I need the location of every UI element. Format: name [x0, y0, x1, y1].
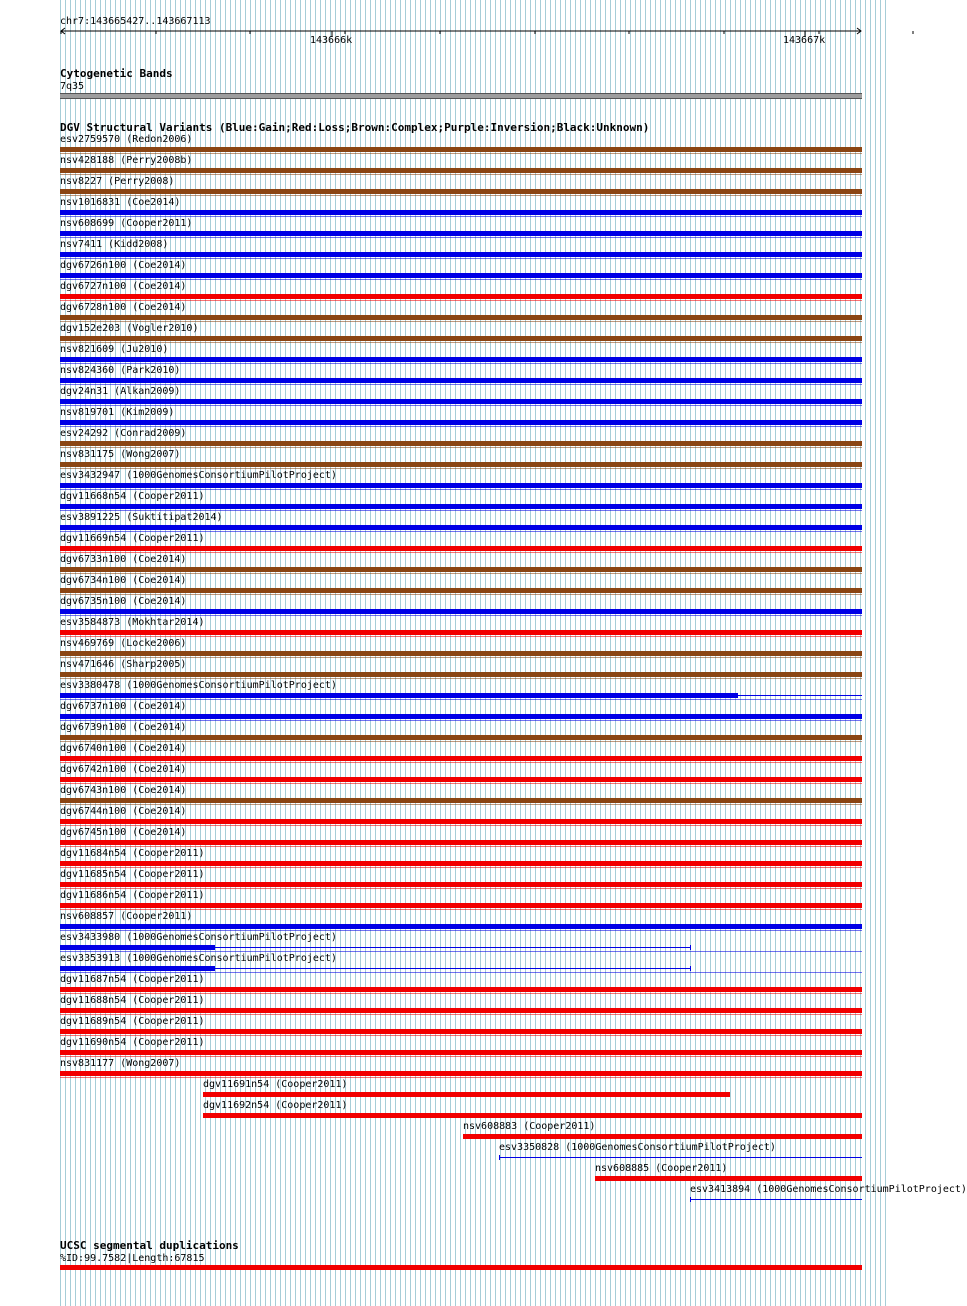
variant-label[interactable]: dgv6744n100 (Coe2014): [60, 806, 187, 817]
variant-bar[interactable]: [60, 294, 862, 299]
ruler-tick-label: 143667k: [783, 35, 826, 46]
variant-label[interactable]: esv3350828 (1000GenomesConsortiumPilotProject): [499, 1142, 776, 1153]
variant-bar[interactable]: [60, 588, 862, 593]
row-separator: [60, 951, 862, 952]
variant-label[interactable]: dgv11689n54 (Cooper2011): [60, 1016, 205, 1027]
variant-label[interactable]: esv3380478 (1000GenomesConsortiumPilotProject): [60, 680, 337, 691]
variant-label[interactable]: dgv11669n54 (Cooper2011): [60, 533, 205, 544]
variant-label[interactable]: dgv11685n54 (Cooper2011): [60, 869, 205, 880]
variant-thin-segment[interactable]: [738, 695, 862, 696]
variant-bar[interactable]: [60, 231, 862, 236]
row-separator: [60, 216, 862, 217]
variant-label[interactable]: dgv11686n54 (Cooper2011): [60, 890, 205, 901]
variant-bar[interactable]: [60, 462, 862, 467]
variant-label[interactable]: dgv6734n100 (Coe2014): [60, 575, 187, 586]
variant-bar[interactable]: [499, 1157, 862, 1158]
variant-label[interactable]: dgv152e203 (Vogler2010): [60, 323, 199, 334]
variant-bar[interactable]: [60, 630, 862, 635]
variant-label[interactable]: nsv469769 (Locke2006): [60, 638, 187, 649]
variant-label[interactable]: dgv11687n54 (Cooper2011): [60, 974, 205, 985]
variant-bar[interactable]: [60, 924, 862, 929]
variant-bar[interactable]: [60, 420, 862, 425]
dgv-track-title: DGV Structural Variants (Blue:Gain;Red:Loss;Brown:Complex;Purple:Inversion;Black:Unknown): [60, 121, 650, 134]
variant-bar[interactable]: [60, 651, 862, 656]
variant-end-tick: [690, 945, 691, 950]
row-separator: [60, 720, 862, 721]
row-separator: [60, 741, 862, 742]
variant-label[interactable]: dgv6735n100 (Coe2014): [60, 596, 187, 607]
variant-bar[interactable]: [60, 966, 215, 971]
variant-bar[interactable]: [203, 1092, 730, 1097]
cytoband-bar[interactable]: [60, 93, 862, 99]
variant-bar[interactable]: [60, 546, 862, 551]
variant-bar[interactable]: [60, 819, 862, 824]
row-separator: [60, 615, 862, 616]
row-separator: [60, 342, 862, 343]
row-separator: [60, 237, 862, 238]
variant-bar[interactable]: [60, 1008, 862, 1013]
variant-bar[interactable]: [60, 273, 862, 278]
variant-label[interactable]: nsv608857 (Cooper2011): [60, 911, 193, 922]
row-separator: [60, 1056, 862, 1057]
variant-bar[interactable]: [60, 1071, 862, 1076]
variant-label[interactable]: nsv471646 (Sharp2005): [60, 659, 187, 670]
variant-label[interactable]: dgv11688n54 (Cooper2011): [60, 995, 205, 1006]
row-separator: [60, 888, 862, 889]
row-separator: [60, 279, 862, 280]
variant-label[interactable]: esv3891225 (Suktitipat2014): [60, 512, 223, 523]
row-separator: [60, 363, 862, 364]
segdup-feature-bar[interactable]: [60, 1265, 862, 1270]
variant-label[interactable]: esv3433980 (1000GenomesConsortiumPilotProject): [60, 932, 337, 943]
variant-label[interactable]: dgv11691n54 (Cooper2011): [203, 1079, 348, 1090]
variant-bar[interactable]: [60, 504, 862, 509]
variant-label[interactable]: nsv428188 (Perry2008b): [60, 155, 193, 166]
row-separator: [60, 594, 862, 595]
variant-label[interactable]: dgv11692n54 (Cooper2011): [203, 1100, 348, 1111]
variant-thin-segment[interactable]: [215, 947, 690, 948]
row-separator: [60, 195, 862, 196]
variant-label[interactable]: esv2759570 (Redon2006): [60, 134, 193, 145]
row-separator: [60, 405, 862, 406]
variant-bar[interactable]: [60, 252, 862, 257]
row-separator: [60, 174, 862, 175]
row-separator: [60, 1014, 862, 1015]
row-separator: [60, 930, 862, 931]
variant-label[interactable]: dgv6733n100 (Coe2014): [60, 554, 187, 565]
variant-bar[interactable]: [60, 399, 862, 404]
row-separator: [60, 825, 862, 826]
row-separator: [60, 300, 862, 301]
variant-bar[interactable]: [60, 882, 862, 887]
row-separator: [60, 426, 862, 427]
variant-end-tick: [690, 966, 691, 971]
row-separator: [60, 468, 862, 469]
variant-label[interactable]: dgv6737n100 (Coe2014): [60, 701, 187, 712]
variant-bar[interactable]: [60, 798, 862, 803]
variant-bar[interactable]: [60, 315, 862, 320]
variant-bar[interactable]: [60, 609, 862, 614]
row-separator: [60, 1035, 862, 1036]
variant-label[interactable]: nsv821609 (Ju2010): [60, 344, 169, 355]
variant-label[interactable]: dgv6740n100 (Coe2014): [60, 743, 187, 754]
row-separator: [60, 447, 862, 448]
variant-label[interactable]: esv3353913 (1000GenomesConsortiumPilotProject): [60, 953, 337, 964]
variant-bar[interactable]: [60, 903, 862, 908]
variant-bar[interactable]: [595, 1176, 862, 1181]
variant-bar[interactable]: [690, 1199, 862, 1200]
row-separator: [60, 762, 862, 763]
variant-bar[interactable]: [60, 1029, 862, 1034]
variant-thin-segment[interactable]: [215, 968, 690, 969]
variant-label[interactable]: dgv6728n100 (Coe2014): [60, 302, 187, 313]
variant-bar[interactable]: [60, 840, 862, 845]
variant-label[interactable]: esv3413894 (1000GenomesConsortiumPilotProject): [690, 1184, 967, 1195]
variant-bar[interactable]: [60, 714, 862, 719]
variant-bar[interactable]: [60, 861, 862, 866]
row-separator: [60, 552, 862, 553]
variant-bar[interactable]: [203, 1113, 862, 1118]
row-separator: [60, 699, 862, 700]
variant-label[interactable]: nsv8227 (Perry2008): [60, 176, 175, 187]
row-separator: [60, 321, 862, 322]
variant-label[interactable]: dgv6739n100 (Coe2014): [60, 722, 187, 733]
variant-label[interactable]: dgv24n31 (Alkan2009): [60, 386, 181, 397]
variant-bar[interactable]: [60, 147, 862, 152]
variant-label[interactable]: nsv608699 (Cooper2011): [60, 218, 193, 229]
variant-label[interactable]: nsv831177 (Wong2007): [60, 1058, 181, 1069]
segdup-label: %ID:99.7582|Length:67815: [60, 1253, 205, 1264]
row-separator: [60, 909, 862, 910]
variant-bar[interactable]: [60, 672, 862, 677]
row-separator: [60, 657, 862, 658]
variant-bar[interactable]: [60, 945, 215, 950]
variant-label[interactable]: dgv11684n54 (Cooper2011): [60, 848, 205, 859]
variant-label[interactable]: esv3432947 (1000GenomesConsortiumPilotProject): [60, 470, 337, 481]
variant-bar[interactable]: [60, 483, 862, 488]
variant-label[interactable]: dgv11668n54 (Cooper2011): [60, 491, 205, 502]
variant-bar[interactable]: [463, 1134, 862, 1139]
row-separator: [60, 867, 862, 868]
variant-label[interactable]: dgv6743n100 (Coe2014): [60, 785, 187, 796]
variant-label[interactable]: nsv824360 (Park2010): [60, 365, 181, 376]
variant-bar[interactable]: [60, 693, 738, 698]
variant-label[interactable]: esv24292 (Conrad2009): [60, 428, 187, 439]
row-separator: [60, 384, 862, 385]
variant-bar[interactable]: [60, 378, 862, 383]
cytoband-track-title: Cytogenetic Bands: [60, 67, 173, 80]
row-separator: [60, 489, 862, 490]
row-separator: [60, 1077, 862, 1078]
variant-bar[interactable]: [60, 210, 862, 215]
row-separator: [60, 993, 862, 994]
variant-bar[interactable]: [60, 567, 862, 572]
variant-bar[interactable]: [60, 189, 862, 194]
variant-label[interactable]: dgv11690n54 (Cooper2011): [60, 1037, 205, 1048]
variant-bar[interactable]: [60, 525, 862, 530]
variant-bar[interactable]: [60, 777, 862, 782]
variant-end-tick: [499, 1155, 500, 1160]
variant-label[interactable]: nsv831175 (Wong2007): [60, 449, 181, 460]
variant-bar[interactable]: [60, 756, 862, 761]
ruler-tick-label: 143666k: [310, 35, 353, 46]
ruler-position-label: chr7:143665427..143667113: [60, 16, 211, 27]
row-separator: [60, 804, 862, 805]
variant-label[interactable]: nsv819701 (Kim2009): [60, 407, 175, 418]
row-separator: [60, 258, 862, 259]
variant-label[interactable]: nsv608885 (Cooper2011): [595, 1163, 728, 1174]
row-separator: [60, 972, 862, 973]
variant-bar[interactable]: [60, 987, 862, 992]
row-separator: [60, 573, 862, 574]
genome-browser-panel: [60, 0, 967, 1306]
cytoband-label: 7q35: [60, 81, 85, 92]
row-separator: [60, 678, 862, 679]
row-separator: [60, 510, 862, 511]
variant-label[interactable]: dgv6727n100 (Coe2014): [60, 281, 187, 292]
row-separator: [60, 846, 862, 847]
segdup-track-title: UCSC segmental duplications: [60, 1239, 239, 1252]
variant-bar[interactable]: [60, 336, 862, 341]
variant-label[interactable]: dgv6726n100 (Coe2014): [60, 260, 187, 271]
row-separator: [60, 531, 862, 532]
variant-label[interactable]: nsv7411 (Kidd2008): [60, 239, 169, 250]
variant-bar[interactable]: [60, 735, 862, 740]
variant-bar[interactable]: [60, 441, 862, 446]
variant-bar[interactable]: [60, 1050, 862, 1055]
variant-bar[interactable]: [60, 357, 862, 362]
row-separator: [60, 636, 862, 637]
variant-label[interactable]: nsv1016831 (Coe2014): [60, 197, 181, 208]
ruler-axis: [60, 26, 862, 40]
variant-label[interactable]: dgv6742n100 (Coe2014): [60, 764, 187, 775]
variant-end-tick: [690, 1197, 691, 1202]
row-separator: [60, 153, 862, 154]
variant-label[interactable]: dgv6745n100 (Coe2014): [60, 827, 187, 838]
row-separator: [60, 783, 862, 784]
variant-label[interactable]: esv3584873 (Mokhtar2014): [60, 617, 205, 628]
variant-label[interactable]: nsv608883 (Cooper2011): [463, 1121, 596, 1132]
variant-bar[interactable]: [60, 168, 862, 173]
